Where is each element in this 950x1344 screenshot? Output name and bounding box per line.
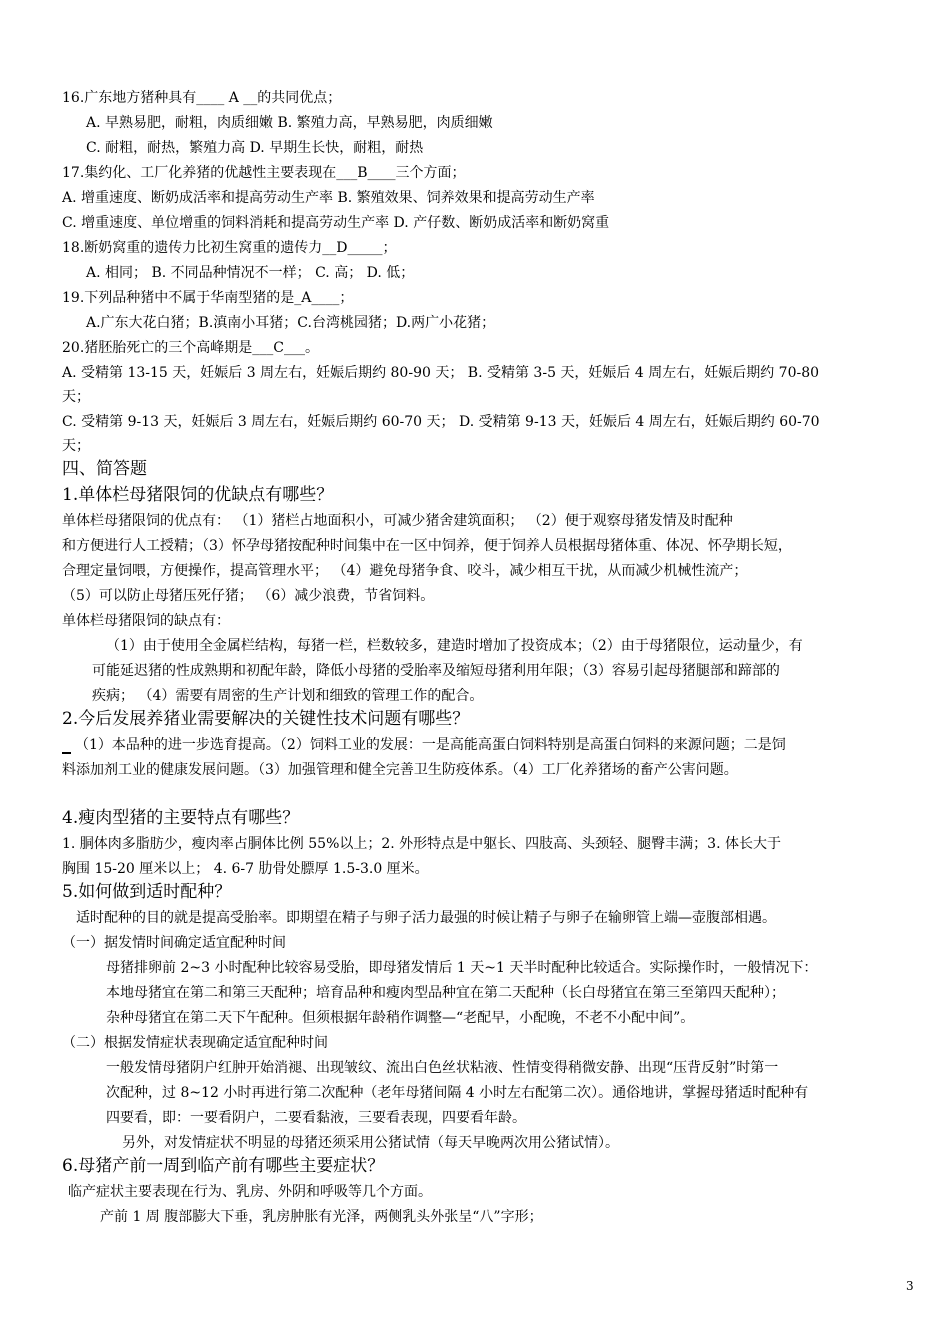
answer-5-part2-line-3: 四要看，即：一要看阴户，二要看黏液，三要看表现，四要看年龄。: [106, 1110, 526, 1126]
answer-5-part2-line-4: 另外，对发情症状不明显的母猪还须采用公猪试情（每天早晚两次用公猪试情）。: [122, 1135, 619, 1151]
answer-1-line-2: 和方便进行人工授精；（3）怀孕母猪按配种时间集中在一区中饲养，便于饲养人员根据母猪体重、体况、怀孕期长短，: [62, 538, 792, 554]
answer-5-part1-line-2: 本地母猪宜在第二和第三天配种；培育品种和瘦肉型品种宜在第二天配种（长白母猪宜在第三至第四天配种）；: [106, 985, 785, 1001]
answer-1-line-8: 疾病； （4）需要有周密的生产计划和细致的管理工作的配合。: [92, 688, 484, 704]
answer-4-line-2: 胸围 15-20 厘米以上； 4. 6-7 肋骨处膘厚 1.5-3.0 厘米。: [62, 861, 429, 877]
answer-5-part1-line-3: 杂种母猪宜在第二天下午配种。但须根据年龄稍作调整—“老配早，小配晚，不老不小配中间”。: [106, 1010, 695, 1026]
answer-2-line-1: （1）本品种的进一步选育提高。（2）饲料工业的发展：一是高能高蛋白饲料特别是高蛋白饲料的来源问题；二是饲: [75, 737, 786, 753]
section-heading: 四、简答题: [62, 459, 147, 479]
q16-options-ab: A. 早熟易肥，耐粗，肉质细嫩 B. 繁殖力高，早熟易肥，肉质细嫩: [86, 115, 493, 131]
answer-5-part1-line-1: 母猪排卵前 2~3 小时配种比较容易受胎，即母猪发情后 1 天~1 天半时配种比较适合。实际操作时，一般情况下：: [106, 960, 818, 976]
short-question-5: 5.如何做到适时配种？: [62, 882, 232, 902]
q16-options-cd: C. 耐粗，耐热，繁殖力高 D. 早期生长快，耐粗，耐热: [86, 140, 424, 156]
question-18: 18.断奶窝重的遗传力比初生窝重的遗传力__D_____；: [62, 240, 397, 256]
answer-4-line-1: 1. 胴体肉多脂肪少，瘦肉率占胴体比例 55%以上；2. 外形特点是中躯长、四肢高、头颈轻、腿臀丰满；3. 体长大于: [62, 836, 781, 852]
answer-1-line-5: 单体栏母猪限饲的缺点有：: [62, 613, 230, 629]
q20-options-cd: C. 受精第 9-13 天，妊娠后 3 周左右，妊娠后期约 60-70 天； D. 受精第 9-13 天，妊娠后 4 周左右，妊娠后期约 60-70: [62, 414, 820, 430]
answer-5-part2-line-2: 次配种，过 8~12 小时再进行第二次配种（老年母猪间隔 4 小时左右配第二次）。通俗地讲，掌握母猪适时配种有: [106, 1085, 809, 1101]
answer-5-subheading-1: （一）据发情时间确定适宜配种时间: [62, 935, 286, 951]
q17-options-cd: C. 增重速度、单位增重的饲料消耗和提高劳动生产率 D. 产仔数、断奶成活率和断奶窝重: [62, 215, 610, 231]
question-19: 19.下列品种猪中不属于华南型猪的是_A____；: [62, 290, 354, 306]
q19-options: A.广东大花白猪；B.滇南小耳猪；C.台湾桃园猪；D.两广小花猪；: [86, 315, 496, 331]
answer-1-line-7: 可能延迟猪的性成熟期和初配年龄，降低小母猪的受胎率及缩短母猪利用年限；（3）容易引起母猪腿部和蹄部的: [92, 663, 780, 679]
question-20: 20.猪胚胎死亡的三个高峰期是___C___。: [62, 340, 319, 356]
question-17: 17.集约化、工厂化养猪的优越性主要表现在___B____三个方面；: [62, 165, 466, 181]
answer-2-line-2: 料添加剂工业的健康发展问题。（3）加强管理和健全完善卫生防疫体系。（4）工厂化养猪场的畜产公害问题。: [62, 762, 738, 778]
answer-6-intro: 临产症状主要表现在行为、乳房、外阴和呼吸等几个方面。: [68, 1184, 432, 1200]
question-16: 16.广东地方猪种具有____ A __的共同优点；: [62, 90, 342, 106]
q17-options-ab: A. 增重速度、断奶成活率和提高劳动生产率 B. 繁殖效果、饲养效果和提高劳动生产率: [62, 190, 595, 206]
answer-1-line-1: 单体栏母猪限饲的优点有： （1）猪栏占地面积小，可减少猪舍建筑面积； （2）便于观察母猪发情及时配种: [62, 513, 733, 529]
cursor-mark: [62, 752, 71, 754]
q18-options: A. 相同； B. 不同品种情况不一样； C. 高； D. 低；: [86, 265, 415, 281]
page-number: 3: [906, 1279, 914, 1293]
answer-5-part2-line-1: 一般发情母猪阴户红肿开始消褪、出现皱纹、流出白色丝状粘液、性情变得稍微安静、出现“压背反射”时第一: [106, 1060, 779, 1076]
short-question-1: 1.单体栏母猪限饲的优缺点有哪些？: [62, 485, 334, 505]
q20-options-ab: A. 受精第 13-15 天，妊娠后 3 周左右，妊娠后期约 80-90 天； B. 受精第 3-5 天，妊娠后 4 周左右，妊娠后期约 70-80: [62, 365, 820, 381]
q20-options-cd-cont: 天；: [62, 438, 90, 454]
answer-6-line-1: 产前 1 周 腹部膨大下垂，乳房肿胀有光泽，两侧乳头外张呈“八”字形；: [100, 1209, 543, 1225]
answer-1-line-6: （1）由于使用全金属栏结构，每猪一栏，栏数较多，建造时增加了投资成本；（2）由于母猪限位，运动量少，有: [106, 638, 803, 654]
q20-options-ab-cont: 天；: [62, 389, 90, 405]
short-question-6: 6.母猪产前一周到临产前有哪些主要症状？: [62, 1156, 385, 1176]
short-question-2: 2.今后发展养猪业需要解决的关键性技术问题有哪些？: [62, 709, 470, 729]
answer-5-subheading-2: （二）根据发情症状表现确定适宜配种时间: [62, 1035, 328, 1051]
answer-5-intro: 适时配种的目的就是提高受胎率。即期望在精子与卵子活力最强的时候让精子与卵子在输卵管上端—壶腹部相遇。: [76, 910, 776, 926]
answer-1-line-4: （5）可以防止母猪压死仔猪； （6）减少浪费，节省饲料。: [62, 588, 435, 604]
short-question-4: 4.瘦肉型猪的主要特点有哪些？: [62, 808, 300, 828]
answer-1-line-3: 合理定量饲喂，方便操作，提高管理水平； （4）避免母猪争食、咬斗，减少相互干扰，从而减少机械性流产；: [62, 563, 748, 579]
